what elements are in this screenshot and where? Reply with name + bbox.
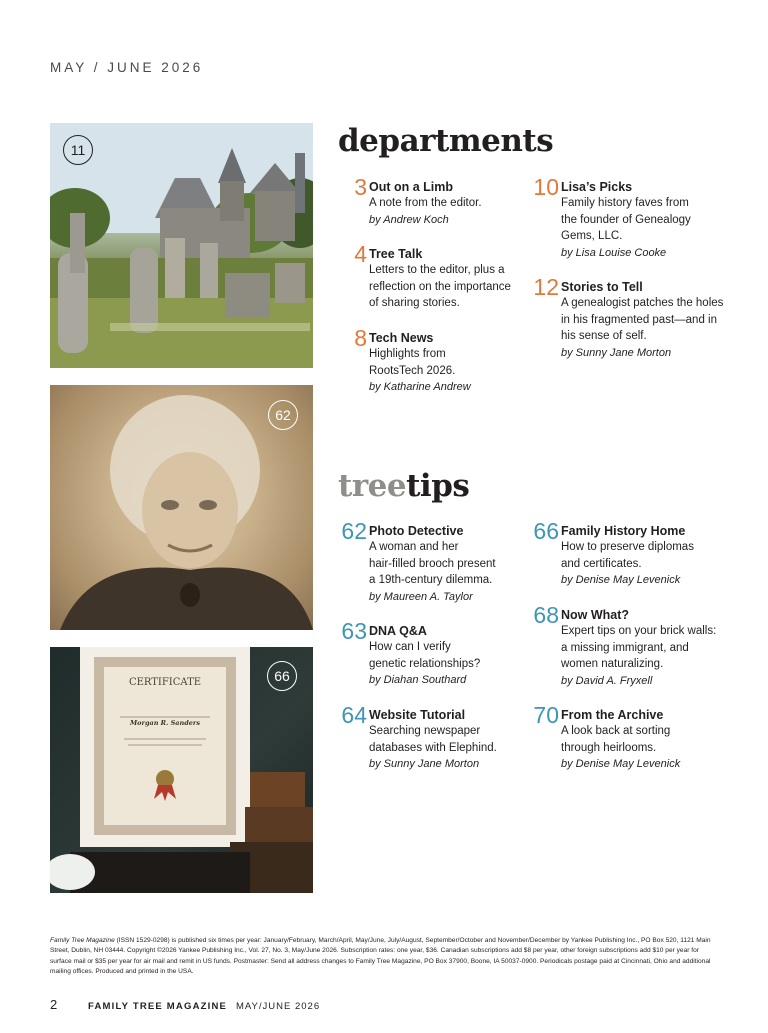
footer-issue-date: MAY/JUNE 2026 — [236, 1001, 321, 1012]
certificate-recipient: Morgan R. Sanders — [129, 719, 201, 727]
entry-desc: his sense of self. — [561, 330, 647, 342]
certificate-photo — [50, 647, 313, 893]
entry-desc: of sharing stories. — [369, 297, 460, 309]
treetips-heading-bold: tips — [406, 468, 470, 504]
toc-entry[interactable] — [533, 274, 741, 362]
entry-desc: databases with Elephind. — [369, 741, 497, 754]
entry-desc: reflection on the importance — [369, 280, 511, 293]
entry-title: Tree Talk — [369, 247, 423, 261]
graveyard-photo — [50, 123, 313, 368]
entry-desc: A look back at sorting — [561, 725, 671, 737]
page-number: 62 — [341, 518, 367, 544]
page-number: 63 — [341, 618, 367, 644]
page-badge-11: 11 — [63, 135, 93, 165]
departments-heading: departments — [338, 123, 554, 159]
page-number: 10 — [533, 174, 559, 200]
toc-entry[interactable] — [533, 602, 741, 690]
entry-title: From the Archive — [561, 708, 664, 722]
toc-entry[interactable] — [354, 325, 549, 396]
entry-title: Out on a Limb — [369, 180, 454, 194]
entry-desc: How to preserve diplomas — [561, 541, 694, 553]
entry-byline: by Denise May Levenick — [561, 574, 681, 586]
toc-entry[interactable] — [533, 174, 741, 262]
toc-entry[interactable] — [341, 618, 549, 689]
toc-entry[interactable] — [354, 241, 549, 312]
entry-desc: Family history faves from — [561, 197, 689, 209]
entry-desc: genetic relationships? — [369, 657, 481, 670]
entry-desc: Searching newspaper — [369, 725, 481, 737]
entry-title: Now What? — [561, 608, 630, 622]
entry-desc: a 19th-century dilemma. — [369, 574, 493, 586]
page-number: 64 — [341, 702, 367, 728]
treetips-heading — [338, 468, 469, 504]
portrait-photo — [50, 385, 313, 630]
page-footer — [50, 997, 320, 1012]
entry-desc: in his fragmented past—and in — [561, 313, 717, 326]
entry-desc: How can I verify — [369, 641, 451, 653]
entry-title: Tech News — [369, 331, 434, 345]
entry-title: Website Tutorial — [369, 708, 466, 722]
entry-title: Photo Detective — [369, 524, 464, 538]
footer-page-number: 2 — [50, 997, 58, 1012]
entry-desc: through heirlooms. — [561, 741, 657, 754]
publication-name: Family Tree Magazine — [50, 937, 115, 944]
entry-desc: women naturalizing. — [561, 658, 664, 670]
entry-desc: A note from the editor. — [369, 197, 482, 209]
page-number: 12 — [533, 274, 559, 300]
entry-title: DNA Q&A — [369, 624, 427, 638]
entry-desc: A genealogist patches the holes — [561, 297, 724, 309]
entry-byline: by David A. Fryxell — [561, 674, 653, 687]
issue-date: MAY / JUNE 2026 — [50, 60, 204, 75]
entry-byline: by Diahan Southard — [369, 674, 467, 686]
page-number: 8 — [354, 325, 367, 351]
entry-byline: by Denise May Levenick — [561, 758, 681, 770]
entry-title: Stories to Tell — [561, 280, 643, 294]
certificate-title: CERTIFICATE — [128, 677, 202, 688]
entry-byline: by Sunny Jane Morton — [369, 758, 480, 770]
entry-byline: by Andrew Koch — [369, 213, 449, 226]
publication-statement — [50, 936, 722, 978]
entry-desc: Gems, LLC. — [561, 230, 623, 242]
toc-entry[interactable] — [533, 518, 741, 589]
entry-byline: by Sunny Jane Morton — [561, 346, 672, 359]
entry-desc: Expert tips on your brick walls: — [561, 625, 717, 637]
page-number: 3 — [354, 174, 367, 200]
page-number: 4 — [354, 241, 367, 267]
entry-desc: the founder of Genealogy — [561, 213, 691, 226]
entry-title: Lisa’s Picks — [561, 180, 633, 194]
page-badge-62: 62 — [268, 400, 298, 430]
entry-desc: Letters to the editor, plus a — [369, 264, 505, 276]
entry-desc: A woman and her — [369, 541, 459, 553]
publication-details: (ISSN 1529-0298) is published six times per year: January/February, March/April, May/June, July/August, September/October and November/December by Yankee Publishing Inc., PO Box 520, 1121 Main Street, Dublin, NH 03444. Copyright ©2026 Yankee Publishing Inc., Vol. 27, No. 3, May/June 2026. Subscription rates: one year, $36. Canadian subscriptions add $8 per year, other foreign subscriptions add $10 per year for surface mail or $35 per year for air mail and remit in US funds. Postmaster: Send all address changes to Family Tree Magazine, PO Box 37900, Boone, IA 50037-0900. Periodicals postage paid at Cincinnati, Ohio and additional mailing offices. Produced and printed in the USA. — [50, 937, 711, 976]
entry-desc: Highlights from — [369, 348, 446, 360]
entry-desc: hair-filled brooch present — [369, 557, 496, 570]
page-badge-66: 66 — [267, 661, 297, 691]
footer-magazine-name: FAMILY TREE MAGAZINE — [88, 1001, 228, 1012]
entry-desc: and certificates. — [561, 557, 642, 570]
entry-desc: a missing immigrant, and — [561, 641, 689, 654]
entry-byline: by Maureen A. Taylor — [369, 590, 473, 603]
entry-byline: by Lisa Louise Cooke — [561, 246, 667, 259]
treetips-heading-muted: tree — [338, 468, 407, 504]
toc-entry[interactable] — [533, 702, 741, 773]
page-number: 70 — [533, 702, 559, 728]
page-number: 68 — [533, 602, 559, 628]
entry-byline: by Katharine Andrew — [369, 381, 471, 393]
entry-desc: RootsTech 2026. — [369, 364, 456, 377]
page-number: 66 — [533, 518, 559, 544]
entry-title: Family History Home — [561, 524, 686, 538]
